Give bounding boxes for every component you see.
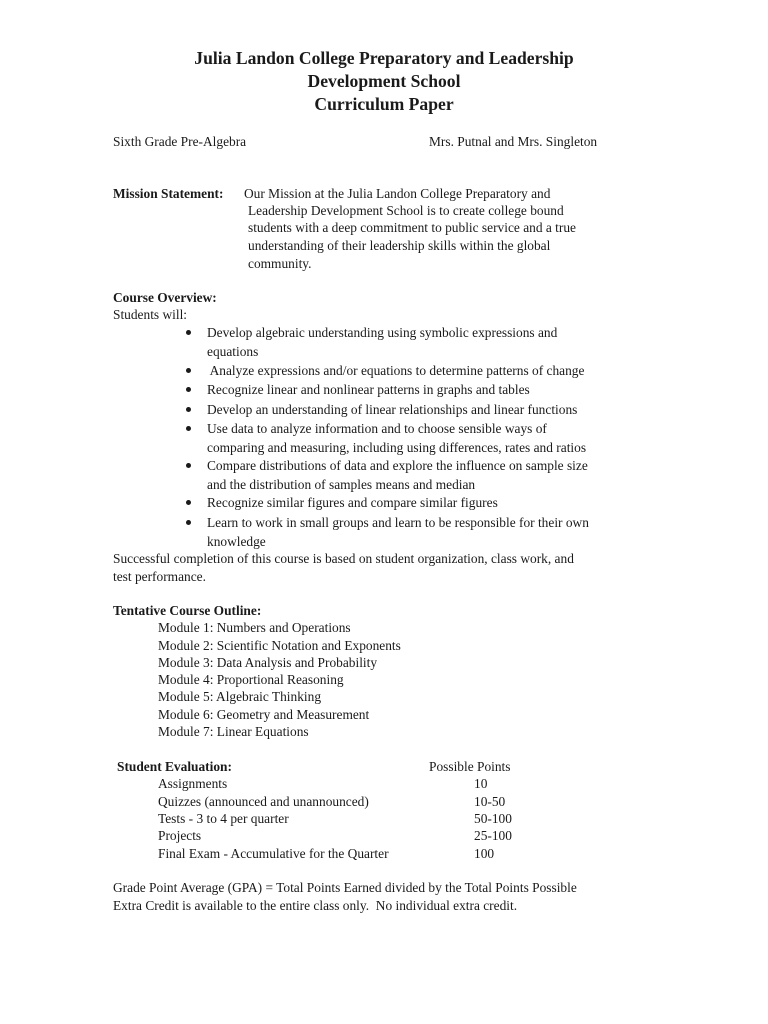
evaluation-points: 50-100 <box>474 811 512 826</box>
evaluation-points: 25-100 <box>474 828 512 843</box>
module-item: Module 7: Linear Equations <box>158 724 309 739</box>
bullet-text: knowledge <box>207 534 266 549</box>
gpa-note: Grade Point Average (GPA) = Total Points Earned divided by the Total Points Possible <box>113 880 577 895</box>
bullet-text: equations <box>207 344 259 359</box>
bullet-text: Develop an understanding of linear relationships and linear functions <box>207 402 578 417</box>
mission-line: Leadership Development School is to create college bound <box>248 203 564 218</box>
mission-line: Our Mission at the Julia Landon College Preparatory and <box>244 186 551 201</box>
evaluation-points: 10-50 <box>474 794 506 809</box>
bullet-icon <box>186 463 191 468</box>
bullet-icon <box>186 520 191 525</box>
bullet-text: Recognize linear and nonlinear patterns in graphs and tables <box>207 382 530 397</box>
evaluation-item: Projects <box>158 828 202 843</box>
module-item: Module 6: Geometry and Measurement <box>158 707 370 722</box>
module-item: Module 2: Scientific Notation and Exponents <box>158 638 401 653</box>
document-title-line-2: Development School <box>307 71 461 91</box>
completion-text: test performance. <box>113 569 206 584</box>
teacher-names: Mrs. Putnal and Mrs. Singleton <box>429 134 598 149</box>
bullet-text: and the distribution of samples means and median <box>207 477 476 492</box>
evaluation-item: Final Exam - Accumulative for the Quarter <box>158 846 389 861</box>
bullet-text: Compare distributions of data and explore the influence on sample size <box>207 458 588 473</box>
completion-text: Successful completion of this course is based on student organization, class work, and <box>113 551 574 566</box>
document-title-line-3: Curriculum Paper <box>314 94 454 114</box>
evaluation-item: Assignments <box>158 776 228 791</box>
evaluation-item: Quizzes (announced and unannounced) <box>158 794 369 809</box>
bullet-icon <box>186 407 191 412</box>
evaluation-item: Tests - 3 to 4 per quarter <box>158 811 289 826</box>
mission-line: community. <box>248 256 312 271</box>
bullet-text: comparing and measuring, including using differences, rates and ratios <box>207 440 587 455</box>
overview-intro: Students will: <box>113 307 188 322</box>
bullet-text: Analyze expressions and/or equations to determine patterns of change <box>207 363 585 378</box>
mission-label: Mission Statement: <box>113 186 224 201</box>
bullet-text: Develop algebraic understanding using symbolic expressions and <box>207 325 558 340</box>
outline-heading: Tentative Course Outline: <box>113 603 262 618</box>
bullet-text: Learn to work in small groups and learn to be responsible for their own <box>207 515 589 530</box>
course-name: Sixth Grade Pre-Algebra <box>113 134 247 149</box>
evaluation-points: 10 <box>474 776 488 791</box>
extra-credit-note: Extra Credit is available to the entire class only. No individual extra credit. <box>113 898 518 913</box>
evaluation-points: 100 <box>474 846 495 861</box>
mission-line: students with a deep commitment to public service and a true <box>248 220 576 235</box>
bullet-icon <box>186 387 191 392</box>
module-item: Module 1: Numbers and Operations <box>158 620 351 635</box>
document-title-line-1: Julia Landon College Preparatory and Leadership <box>194 48 574 68</box>
bullet-icon <box>186 500 191 505</box>
points-header: Possible Points <box>429 759 511 774</box>
bullet-icon <box>186 426 191 431</box>
overview-heading: Course Overview: <box>113 290 217 305</box>
bullet-icon <box>186 330 191 335</box>
module-item: Module 3: Data Analysis and Probability <box>158 655 378 670</box>
mission-line: understanding of their leadership skills within the global <box>248 238 551 253</box>
bullet-text: Use data to analyze information and to choose sensible ways of <box>207 421 547 436</box>
module-item: Module 4: Proportional Reasoning <box>158 672 344 687</box>
bullet-text: Recognize similar figures and compare similar figures <box>207 495 498 510</box>
evaluation-heading: Student Evaluation: <box>117 759 232 774</box>
module-item: Module 5: Algebraic Thinking <box>158 689 322 704</box>
bullet-icon <box>186 368 191 373</box>
